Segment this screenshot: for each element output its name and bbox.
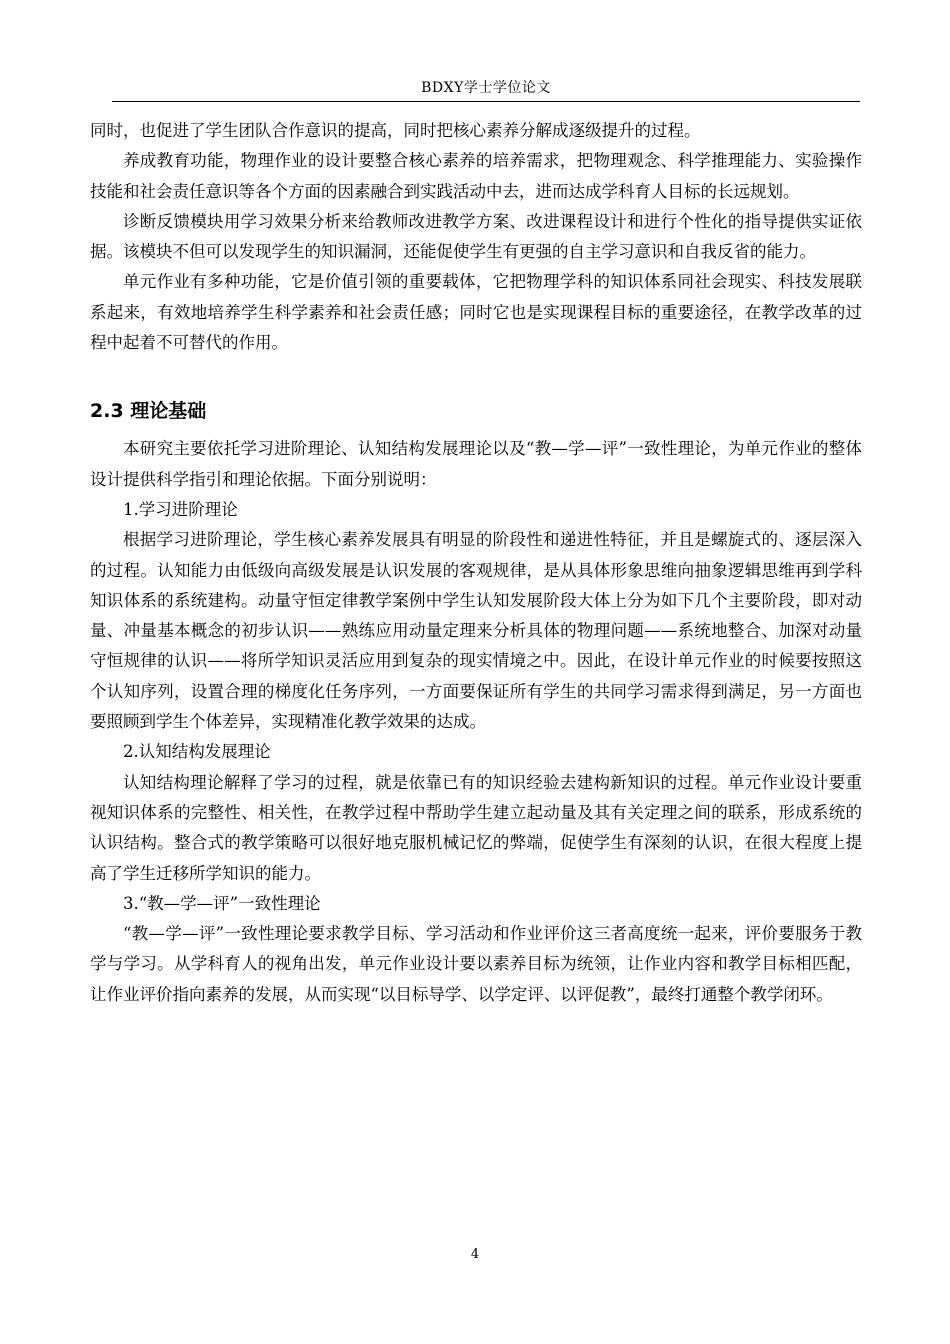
running-header: BDXY学士学位论文 [421,80,551,96]
subheading-cognitive-structure: 2.认知结构发展理论 [123,742,271,762]
page-content [90,116,862,1010]
paragraph-learning-progression: 根据学习进阶理论，学生核心素养发展具有明显的阶段性和递进性特征，并且是螺旋式的、逐层深入的过程。认知能力由低级向高级发展是认识发展的客观规律，是从具体形象思维向抽象逻辑思维再到学科知识体系的系统建构。动量守恒定律教学案例中学生认知发展阶段大体上分为如下几个主要阶段，即对动量、冲量基本概念的初步认识——熟练应用动量定理来分析具体的物理问题——系统地整合、加深对动量守恒规律的认识——将所学知识灵活应用到复杂的现实情境之中。因此，在设计单元作业的时候要按照这个认知序列，设置合理的梯度化任务序列，一方面要保证所有学生的共同学习需求得到满足，另一方面也要照顾到学生个体差异，实现精准化教学效果的达成。 [90,530,862,732]
paragraph-cultivation-function: 养成教育功能，物理作业的设计要整合核心素养的培养需求，把物理观念、科学推理能力、实验操作技能和社会责任意识等各个方面的因素融合到实践活动中去，进而达成学科育人目标的长远规划。 [90,151,862,201]
subheading-teach-learn-assess: 3.“教—学—评”一致性理论 [123,893,321,913]
paragraph-cognitive-structure: 认知结构理论解释了学习的过程，就是依靠已有的知识经验去建构新知识的过程。单元作业设计要重视知识体系的完整性、相关性，在教学过程中帮助学生建立起动量及其有关定理之间的联系，形成系统的认识结构。整合式的教学策略可以很好地克服机械记忆的弊端，促使学生有深刻的认识，在很大程度上提高了学生迁移所学知识的能力。 [90,772,862,883]
paragraph-unit-homework-functions: 单元作业有多种功能，它是价值引领的重要载体，它把物理学科的知识体系同社会现实、科技发展联系起来，有效地培养学生科学素养和社会责任感；同时它也是实现课程目标的重要途径，在教学改革的过程中起着不可替代的作用。 [90,272,862,353]
subheading-learning-progression: 1.学习进阶理论 [123,499,238,519]
header-rule [112,101,860,102]
paragraph-teach-learn-assess: “教—学—评”一致性理论要求教学目标、学习活动和作业评价这三者高度统一起来，评价要服务于教学与学习。从学科育人的视角出发，单元作业设计要以素养目标为统领，让作业内容和教学目标相匹配，让作业评价指向素养的发展，从而实现“以目标导学、以学定评、以评促教”，最终打通整个教学闭环。 [90,924,862,1004]
section-intro: 本研究主要依托学习进阶理论、认知结构发展理论以及“教—学—评”一致性理论，为单元作业的整体设计提供科学指引和理论依据。下面分别说明： [90,439,862,489]
paragraph-continuation: 同时，也促进了学生团队合作意识的提高，同时把核心素养分解成逐级提升的过程。 [90,121,701,140]
paragraph-diagnostic-feedback: 诊断反馈模块用学习效果分析来给教师改进教学方案、改进课程设计和进行个性化的指导提供实证依据。该模块不但可以发现学生的知识漏洞，还能促使学生有更强的自主学习意识和自我反省的能力。 [90,211,862,262]
section-heading: 2.3 理论基础 [90,400,207,423]
page-number: 4 [470,1247,480,1262]
